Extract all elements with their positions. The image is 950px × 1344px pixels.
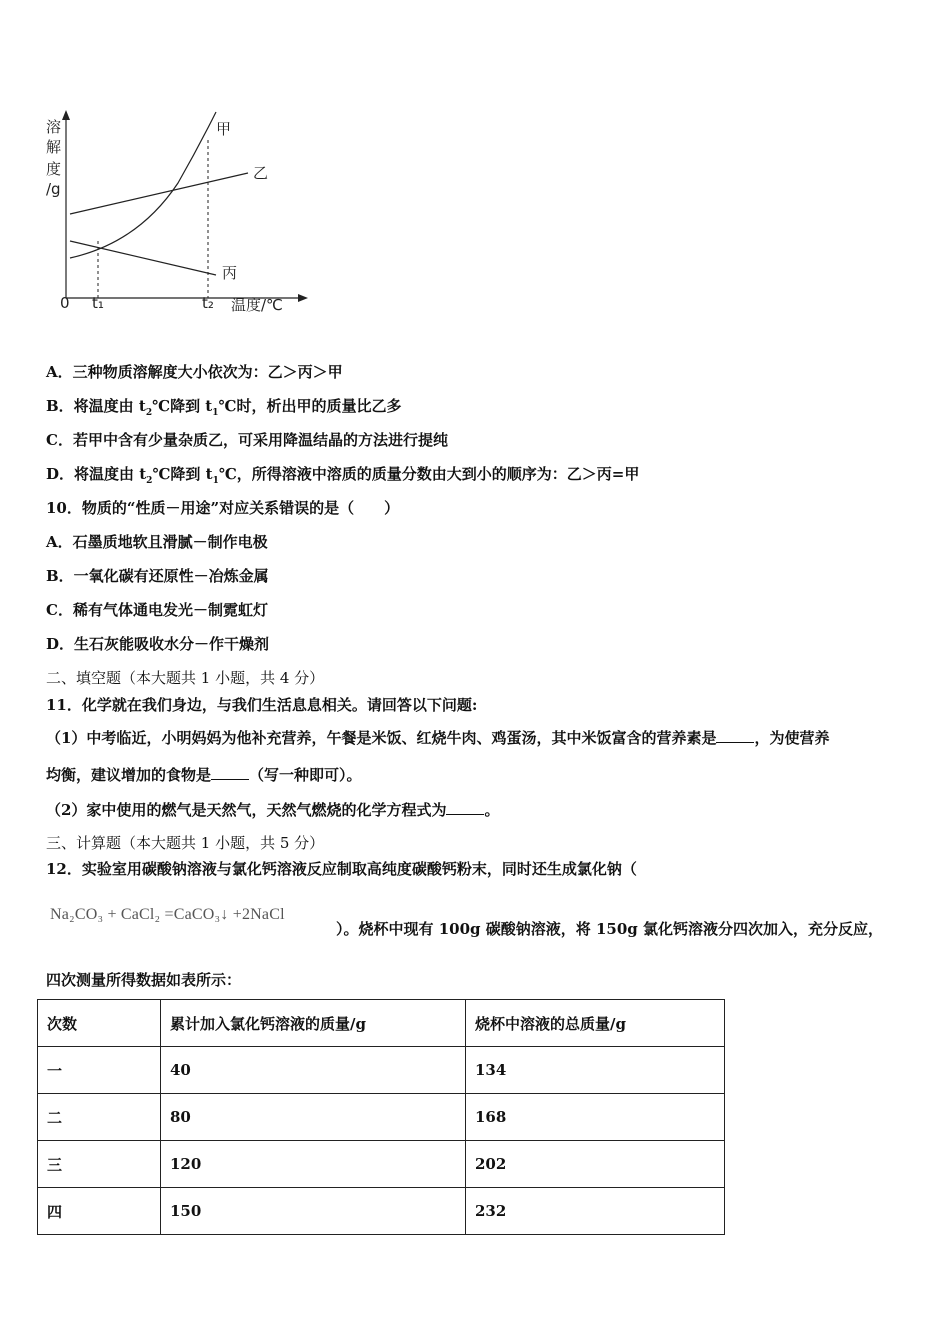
table-header-cell: 次数 — [38, 1000, 161, 1047]
legend-yi: 乙 — [253, 164, 269, 182]
table-cell: 232 — [466, 1188, 725, 1235]
table-cell: 120 — [161, 1141, 466, 1188]
table-cell: 168 — [466, 1094, 725, 1141]
xlabel: 温度/℃ — [231, 296, 283, 314]
ylabel-3: 度 — [46, 160, 62, 178]
table-header-cell: 累计加入氯化钙溶液的质量/g — [161, 1000, 466, 1047]
q10-option-d: D．生石灰能吸收水分－作干燥剂 — [46, 635, 270, 653]
table-cell: 三 — [38, 1141, 161, 1188]
q9-option-c: C．若甲中含有少量杂质乙，可采用降温结晶的方法进行提纯 — [46, 431, 448, 449]
ylabel-4: /g — [46, 180, 61, 198]
tick-t2: t₂ — [202, 294, 214, 312]
section-3-heading: 三、计算题（本大题共 1 小题，共 5 分） — [46, 834, 325, 852]
q11-part2: （2）家中使用的燃气是天然气，天然气燃烧的化学方程式为 。 — [46, 801, 500, 819]
table-header-row — [38, 1000, 725, 1047]
data-table — [37, 999, 725, 1235]
q12-stem: 12．实验室用碳酸钠溶液与氯化钙溶液反应制取高纯度碳酸钙粉末，同时还生成氯化钠（ — [46, 860, 637, 878]
q11-part1-line1: （1）中考临近，小明妈妈为他补充营养，午餐是米饭、红烧牛肉、鸡蛋汤，其中米饭富含的营养素是 ，为使营养 — [46, 729, 830, 747]
origin-label: 0 — [60, 294, 70, 312]
table-row — [38, 1188, 725, 1235]
series-bing-line — [70, 241, 216, 275]
chemical-equation: Na₂CO₃ + CaCl₂ =CaCO₃↓ +2NaCl — [50, 906, 285, 923]
x-axis-arrow — [298, 294, 308, 302]
table-cell: 202 — [466, 1141, 725, 1188]
table-cell: 一 — [38, 1047, 161, 1094]
legend-jia: 甲 — [216, 120, 232, 138]
answer-blank[interactable] — [446, 800, 484, 815]
table-header-cell: 烧杯中溶液的总质量/g — [466, 1000, 725, 1047]
y-axis-arrow — [62, 110, 70, 120]
q12-stem-cont: ）。烧杯中现有 100g 碳酸钠溶液，将 150g 氯化钙溶液分四次加入，充分反应， — [336, 920, 883, 938]
table-row — [38, 1047, 725, 1094]
table-row — [38, 1141, 725, 1188]
table-cell: 40 — [161, 1047, 466, 1094]
q10-option-b: B．一氧化碳有还原性－冶炼金属 — [46, 567, 269, 585]
table-cell: 四 — [38, 1188, 161, 1235]
answer-blank[interactable] — [716, 728, 754, 743]
q9-option-b: B．将温度由 $t_2℃$降到 $t_1℃$时，析出甲的质量比乙多 — [46, 397, 402, 418]
q11-part1-line2: 均衡，建议增加的食物是 （写一种即可）。 — [46, 766, 362, 784]
ylabel-2: 解 — [46, 138, 62, 156]
table-cell: 80 — [161, 1094, 466, 1141]
answer-blank[interactable] — [211, 765, 249, 780]
ylabel-1: 溶 — [46, 118, 62, 136]
q12-table-intro: 四次测量所得数据如表所示： — [46, 971, 242, 989]
q10-option-c: C．稀有气体通电发光－制霓虹灯 — [46, 601, 268, 619]
table-cell: 150 — [161, 1188, 466, 1235]
q10-stem: 10．物质的“性质－用途”对应关系错误的是（ ） — [46, 499, 400, 517]
q11-stem: 11．化学就在我们身边，与我们生活息息相关。请回答以下问题: — [46, 696, 478, 714]
tick-t1: t₁ — [92, 294, 104, 312]
table-cell: 134 — [466, 1047, 725, 1094]
q9-option-d: D．将温度由 $t_2℃$降到 $t_1℃$，所得溶液中溶质的质量分数由大到小的顺序为：乙＞丙=甲 — [46, 465, 640, 486]
legend-bing: 丙 — [222, 264, 238, 282]
table-row — [38, 1094, 725, 1141]
section-2-heading: 二、填空题（本大题共 1 小题，共 4 分） — [46, 669, 325, 687]
chart-svg — [38, 108, 328, 323]
q10-option-a: A．石墨质地软且滑腻－制作电极 — [46, 533, 268, 551]
q9-option-a: A．三种物质溶解度大小依次为：乙＞丙＞甲 — [46, 363, 343, 381]
table-cell: 二 — [38, 1094, 161, 1141]
solubility-chart — [38, 108, 328, 323]
